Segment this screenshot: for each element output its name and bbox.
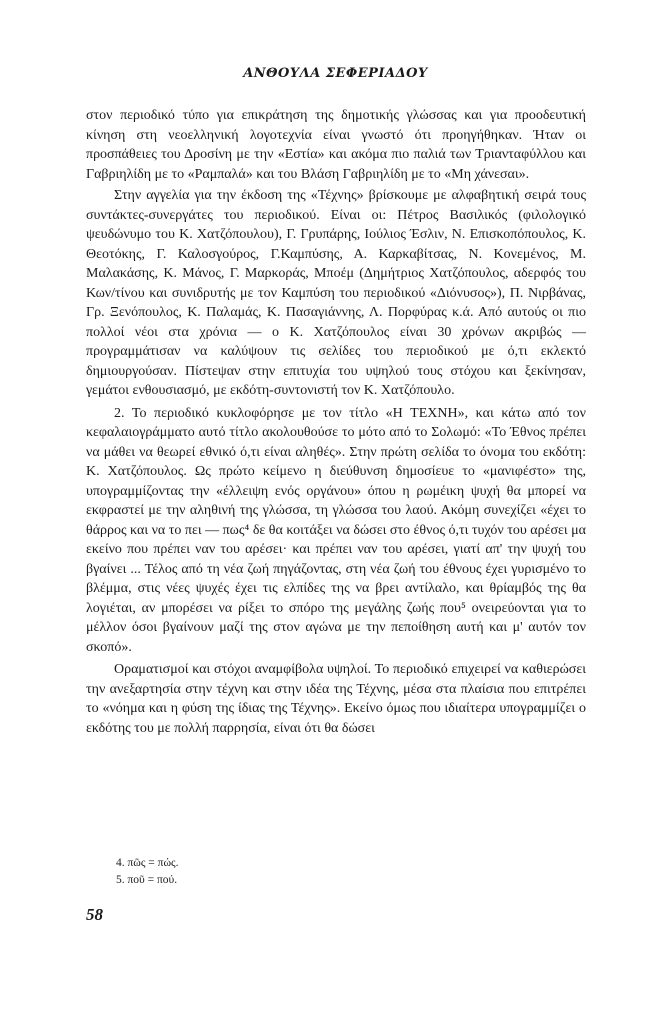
paragraph-2: Στην αγγελία για την έκδοση της «Τέχνης» βρίσκουμε με αλφαβητική σειρά τους συντάκτες-συνεργάτες του περιοδικού. Είναι οι: Πέτρος Βασιλικός (φιλολογικό ψευδώνυμο του Κ. Χατζόπουλου), Γ. Γρυπάρης, Ιούλιος Έσλιν, Ν. Επισκοπόπουλος, Κ. Θεοτόκης, Γ. Καλοσγούρος, Γ.Καμπύσης, Α. Καρκαβίτσας, Ν. Κονεμένος, Μ. Μαλακάσης, Κ. Μάνος, Γ. Μαρκοράς, Μποέμ (Δημήτριος Χατζόπουλος, αδερφός του Κων/τίνου και συνιδρυτής με τον Καμπύση του περιοδικού «Διόνυσος»), Π. Νιρβάνας, Γρ. Ξενόπουλος, Κ. Παλαμάς, Κ. Πασαγιάννης, Λ. Πορφύρας κ.ά. Από αυτούς οι πιο πολλοί νέοι στα χρόνια — ο Κ. Χατζόπουλος είναι 30 χρόνων ακριβώς — προγραμμάτισαν να καλύψουν τις σελίδες του περιοδικού με ό,τι εκλεκτό δημιουργούσαν. Πίστεψαν στην επιτυχία του υψηλού τους στόχου και ξεκίνησαν, γεμάτοι ενθουσιασμό, με εκδότη-συντονιστή τον Κ. Χατζόπουλο. [86,188,586,398]
body-text [86,106,586,738]
paragraph-1: στον περιοδικό τύπο για επικράτηση της δημοτικής γλώσσας και για προοδευτική κίνηση στη νεοελληνική λογοτεχνία είναι γνωστό ότι προηγήθηκαν. Ήταν οι προσπάθειες του Δροσίνη με την «Εστία» και ακόμα πιο παλιά των Τριανταφύλλου και Γαβριηλίδη με το «Ραμπαλά» και του Βλάση Γαβριηλίδη με το «Μη χάνεσαι». [86,108,586,182]
running-head: ΑΝΘΟΥΛΑ ΣΕΦΕΡΙΑΔΟΥ [243,66,428,81]
page-number: 58 [86,905,103,924]
footnote-5: 5. ποῦ = πού. [116,874,178,886]
footnotes [116,855,516,889]
paragraph-4: Οραματισμοί και στόχοι αναμφίβολα υψηλοί. Το περιοδικό επιχειρεί να καθιερώσει την ανεξαρτησία στην τέχνη και στην ιδέα της Τέχνης, μέσα στα πλαίσια που επιτρέπει το «νόημα και η φύση της ίδιας της Τέχνης». Εκείνο όμως που ιδιαίτερα υπογραμμίζει ο εκδότης του με πολλή παρρησία, είναι ότι θα δώσει [86,662,586,736]
paragraph-3: 2. Το περιοδικό κυκλοφόρησε με τον τίτλο «Η ΤΕΧΝΗ», και κάτω από τον κεφαλαιογράμματο αυτό τίτλο ακολουθούσε το μότο από το Σολωμό: «Το Έθνος πρέπει να μάθει να θεωρεί εθνικό ό,τι είναι αληθές». Στην πρώτη σελίδα το όνομα του εκδότη: Κ. Χατζόπουλος. Ως πρώτο κείμενο η διεύθυνση δημοσίευε το «μανιφέστο» της, υπογραμμίζοντας την «έλλειψη ενός οργάνου» όπου η ρωμέικη ψυχή θα μπορεί να εκφραστεί με την αληθινή της γλώσσα, τη γλώσσα του λαού. Ακόμη συνεχίζει «έχει το θάρρος και να το πει — πως⁴ δε θα κοιτάξει να δώσει στο έθνος ό,τι τυχόν του αρέσει μα εκείνο που πρέπει ναν του αρέσει· και πρέπει ναν του αρέσει, γιατί απ' την ψυχή του βγαίνει ... Τέλος από τη νέα ζωή πηγάζοντας, στη νέα ζωή του έθνους έχει γυρισμένο το βλέμμα, στις νέες ψυχές έχει τις ελπίδες της να βρει αντίλαλο, και θρίαμβός της θα λογιέται, αν μπορέσει να ρίξει το σπόρο της μεγάλης ζωής που⁵ ονειρεύονται για το μέλλον όσοι βγαίνουν μαζί της στον αγώνα με την πεποίθηση αυτή και μ' αυτόν τον σκοπό». [86,405,586,655]
footnote-4: 4. πῶς = πώς. [116,857,179,869]
